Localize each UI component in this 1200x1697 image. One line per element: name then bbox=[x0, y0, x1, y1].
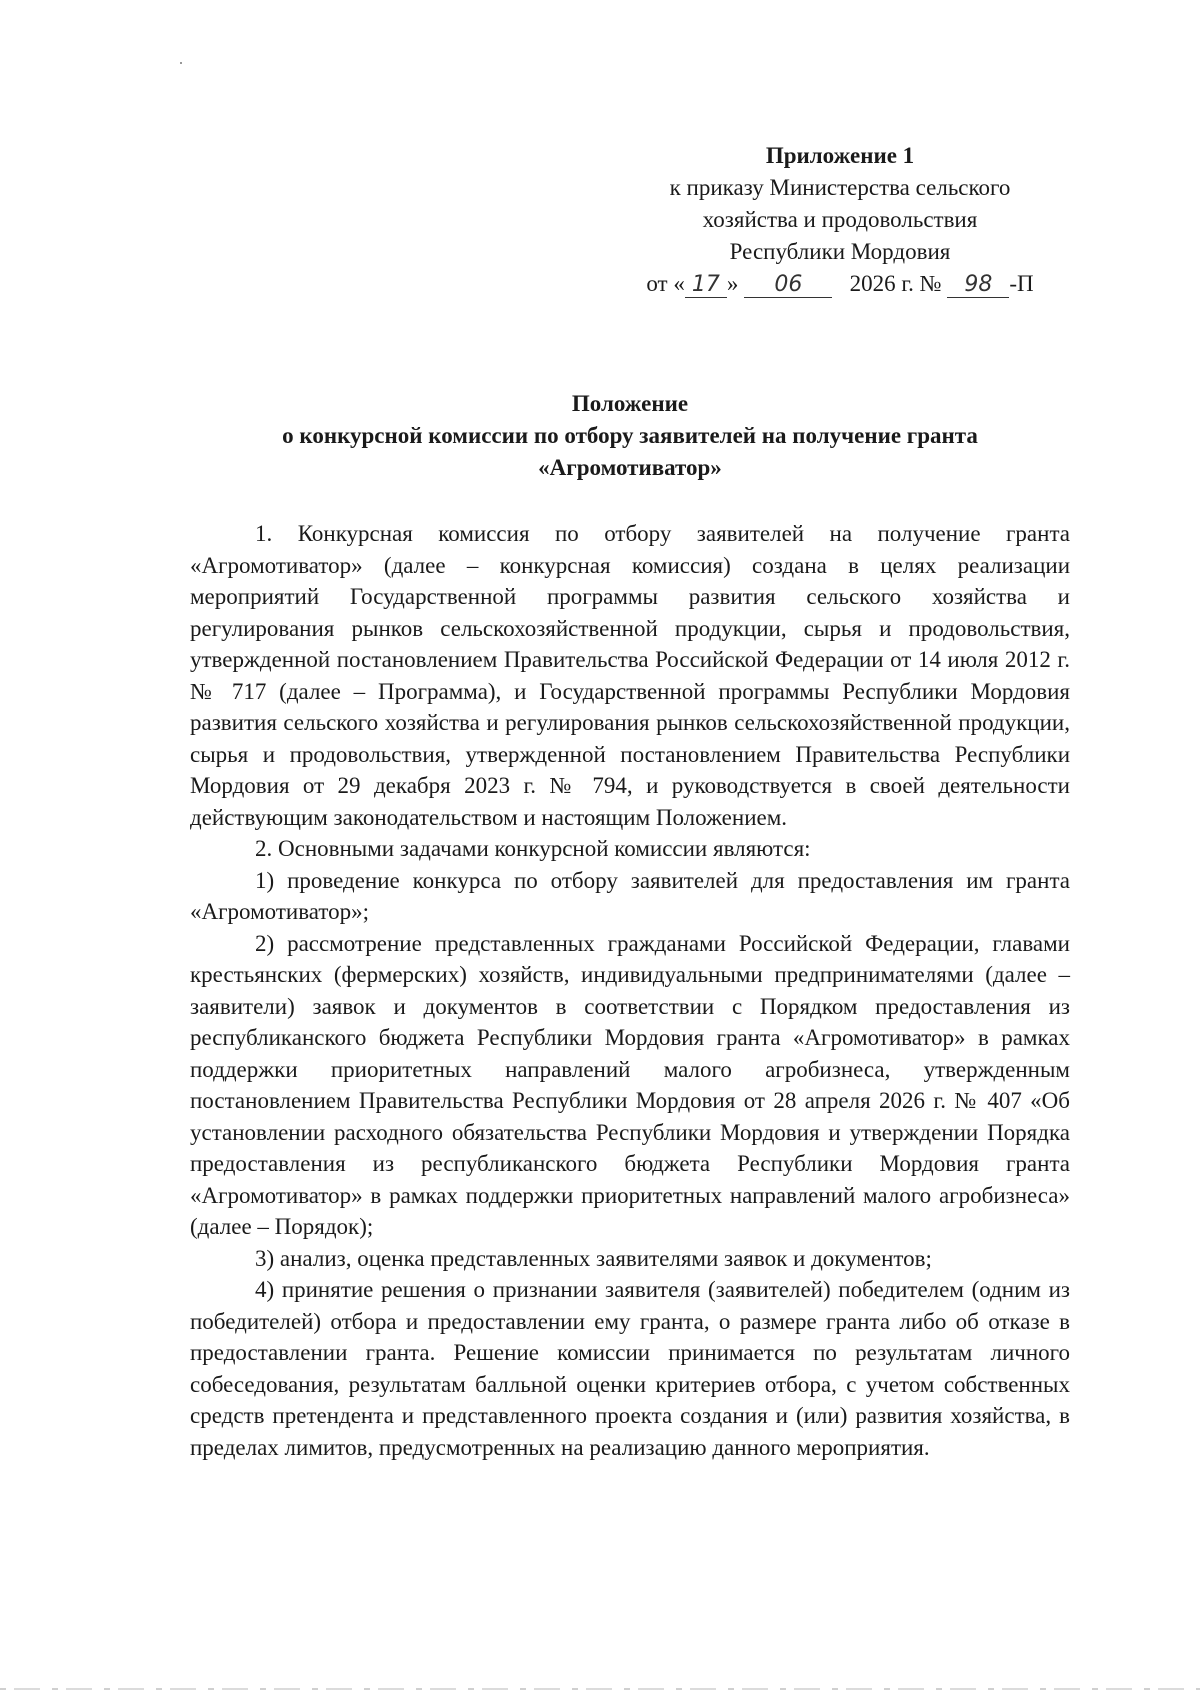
appendix-line-3: Республики Мордовия bbox=[729, 239, 951, 264]
list-item-2: 2) рассмотрение представленных гражданами Российской Федерации, главами крестьянских (фермерских) хозяйств, индивидуальными предпринимателями (далее – заявители) заявок и документов в соответствии с Порядком предоставления из республиканского бюджета Республики Мордовия гранта «Агромотиватор» в рамках поддержки приоритетных направлений малого агробизнеса, утвержденным постановлением Правительства Республики Мордовия от 28 апреля 2026 г. № 407 «Об установлении расходного обязательства Республики Мордовия и утверждении Порядка предоставления из республиканского бюджета Республики Мордовия гранта «Агромотиватор» в рамках поддержки приоритетных направлений малого агробизнеса» (далее – Порядок); bbox=[190, 930, 1070, 1239]
paragraph-1: 1. Конкурсная комиссия по отбору заявителей на получение гранта «Агромотиватор» (далее – конкурсная комиссия) создана в целях реализации мероприятий Государственной программы развития сельского хозяйства и регулирования рынков сельскохозяйственной продукции, сырья и продовольствия, утвержденной постановлением Правительства Российской Федерации от 14 июля 2012 г. № 717 (далее – Программа), и Государственной программы Республики Мордовия развития сельского хозяйства и регулирования рынков сельскохозяйственной продукции, сырья и продовольствия, утвержденной постановлением Правительства Республики Мордовия от 29 декабря 2023 г. № 794, и руководствуется в своей деятельности действующим законодательством и настоящим Положением. bbox=[190, 521, 1070, 830]
handwritten-order-number: 98 bbox=[947, 273, 1009, 298]
scan-speck bbox=[180, 62, 182, 64]
document-body bbox=[190, 518, 1070, 1463]
order-date-line bbox=[620, 268, 1060, 300]
title-line-1: Положение bbox=[571, 391, 689, 416]
handwritten-month: 06 bbox=[744, 273, 832, 298]
scan-edge-artifact bbox=[0, 1688, 1200, 1690]
title-line-2: о конкурсной комиссии по отбору заявителей на получение гранта bbox=[282, 423, 978, 448]
order-suffix: -П bbox=[1009, 271, 1034, 296]
document-title bbox=[190, 388, 1070, 484]
date-prefix: от « bbox=[646, 271, 685, 296]
list-item-1: 1) проведение конкурса по отбору заявителей для предоставления им гранта «Агромотиватор»; bbox=[190, 867, 1070, 924]
paragraph-2: 2. Основными задачами конкурсной комиссии являются: bbox=[255, 836, 811, 861]
list-item-4: 4) принятие решения о признании заявителя (заявителей) победителем (одним из победителей) отбора и предоставлении ему гранта, о размере гранта либо об отказе в предоставлении гранта. Решение комиссии принимается по результатам личного собеседования, результатам балльной оценки критериев отбора, с учетом собственных средств претендента и представленного проекта создания и (или) развития хозяйства, в пределах лимитов, предусмотренных на реализацию данного мероприятия. bbox=[190, 1277, 1070, 1460]
title-line-3: «Агромотиватор» bbox=[538, 455, 722, 480]
date-year: 2026 г. № bbox=[849, 271, 942, 296]
handwritten-day: 17 bbox=[685, 273, 727, 298]
appendix-header bbox=[620, 140, 1060, 300]
date-quote-close: » bbox=[726, 271, 739, 296]
appendix-title: Приложение 1 bbox=[765, 143, 915, 168]
appendix-line-1: к приказу Министерства сельского bbox=[669, 175, 1011, 200]
appendix-line-2: хозяйства и продовольствия bbox=[702, 207, 978, 232]
list-item-3: 3) анализ, оценка представленных заявителями заявок и документов; bbox=[255, 1245, 932, 1271]
